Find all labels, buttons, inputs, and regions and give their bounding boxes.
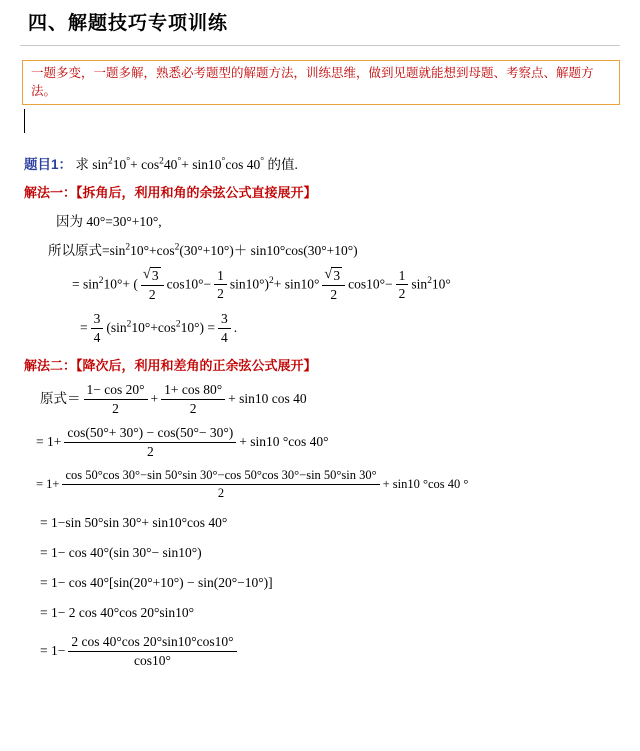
method-two-line-2 — [36, 426, 640, 460]
m2l1-f2-num: 1+ cos 80° — [161, 382, 225, 400]
method-two-line-7: = 1− 2 cos 40°cos 20°sin10° — [40, 605, 195, 621]
m2l8-frac — [68, 634, 236, 668]
m1l4-pow2: 2 — [175, 319, 181, 330]
problem-prompt: 求 — [75, 157, 89, 173]
m1l3-half-den-2: 2 — [398, 286, 406, 302]
plus-1: + — [130, 157, 138, 173]
m1l2-pow1: 2 — [125, 242, 131, 253]
page-title: 四、解题技巧专项训练 — [28, 13, 229, 34]
m1l3-d: sin10°) — [229, 276, 270, 292]
text-cursor-line — [24, 109, 640, 135]
m2l1-f1-num: 1− cos 20° — [84, 382, 148, 400]
m1l3-half-den: 2 — [217, 286, 224, 302]
m2l1-f1-den: 2 — [112, 400, 119, 416]
term-sin: sin — [92, 157, 109, 173]
degree-symbol-1: ° — [126, 155, 131, 167]
m1l3-frac-sqrt3-2b — [322, 267, 345, 302]
m2l1-f2-den: 2 — [189, 400, 197, 416]
m1l4-b: (sin — [106, 320, 127, 336]
problem-statement — [24, 153, 640, 173]
m2l1-plus: + — [150, 391, 159, 407]
m1l2-a: 10°+cos — [130, 243, 175, 259]
m1l4-num: 3 — [91, 311, 104, 329]
degree-symbol-2: ° — [177, 155, 182, 167]
m1l3-b: 10°+ ( — [103, 276, 138, 292]
m2l1-frac-2 — [161, 382, 225, 416]
method-two-line-6: = 1− cos 40°[sin(20°+10°) − sin(20°−10°)] — [40, 575, 273, 591]
m1l3-frac-den-b: 2 — [330, 286, 338, 302]
m1l4-frac-3-4-b — [218, 311, 231, 345]
term-sin-arg: 10 — [112, 157, 127, 173]
m1l4-end: . — [233, 320, 238, 336]
m2l8-prefix: = 1− — [40, 643, 66, 659]
m1l4-num-2: 3 — [218, 311, 231, 329]
m1l3-c: cos10°− — [166, 276, 212, 292]
m1l4-pow: 2 — [126, 319, 132, 330]
m1l3-f: cos10°− — [348, 276, 393, 292]
term-cos-power: 2 — [159, 156, 164, 167]
method-one-line-2 — [48, 239, 640, 259]
m1l3-frac-half — [214, 268, 227, 302]
method-two-line-3 — [36, 469, 640, 501]
sqrt-icon-2 — [325, 267, 342, 284]
term-cos-arg: 40 — [163, 157, 178, 173]
problem-number: 1： — [51, 157, 73, 173]
m1l3-sqrt-arg: 3 — [151, 268, 159, 284]
method-one-label: 解法一 — [24, 185, 64, 201]
m2l3-den: 2 — [217, 485, 225, 500]
method-two-label: 解法二 — [24, 358, 64, 374]
m1l3-e: + sin10° — [273, 276, 320, 292]
m2l3-num: cos 50°cos 30°−sin 50°sin 30°−cos 50°cos 30°−sin 50°sin 30° — [62, 468, 379, 484]
m1l3-a: = sin — [72, 276, 99, 292]
m2l3-frac — [62, 468, 379, 500]
m1l3-pow2: 2 — [427, 276, 432, 287]
degree-symbol-4: ° — [260, 155, 265, 167]
term-sin10: sin10 — [192, 157, 222, 173]
degree-symbol-3: ° — [221, 155, 226, 167]
method-one-line-1: 因为 40°=30°+10°, — [56, 214, 162, 230]
method-one-title: ：【拆角后，利用和角的余弦公式直接展开】 — [63, 185, 317, 201]
m1l4-frac-3-4 — [91, 311, 104, 345]
m1l3-pow: 2 — [98, 276, 104, 287]
m2l3-tail: + sin10 °cos 40 ° — [382, 477, 469, 492]
term-cos40: cos 40 — [225, 157, 261, 173]
m1l3-sqrt-arg-b: 3 — [333, 268, 341, 284]
m1l3-frac-half-2 — [396, 268, 409, 302]
m2l2-frac — [64, 425, 236, 459]
m1l3-frac-sqrt3-2 — [141, 267, 164, 302]
problem-expression — [92, 157, 267, 172]
m1l4-den-2: 4 — [220, 329, 228, 345]
m1l3-frac-den: 2 — [148, 286, 156, 302]
m1l4-a: = — [80, 320, 88, 336]
m1l4-d2: 10°) = — [180, 320, 215, 336]
document-page — [0, 8, 640, 751]
m1l2-b: (30°+10°)＋ sin10°cos(30°+10°) — [179, 243, 358, 259]
term-sin-power: 2 — [108, 156, 113, 167]
m1l3-frac-num-b — [322, 267, 345, 286]
text-caret — [24, 109, 25, 133]
m2l2-den: 2 — [146, 443, 154, 459]
method-one-line-4 — [80, 312, 640, 346]
m2l1-tail: + sin10 cos 40 — [228, 391, 307, 407]
method-two-line-8 — [40, 635, 640, 669]
method-two-line-5: = 1− cos 40°(sin 30°− sin10°) — [40, 545, 202, 561]
m2l8-num: 2 cos 40°cos 20°sin10°cos10° — [68, 634, 236, 652]
method-one-line-3 — [72, 268, 640, 303]
m1l2-prefix: 所以原式=sin — [48, 243, 126, 259]
sqrt-icon-1 — [144, 267, 161, 284]
m1l3-half-num: 1 — [214, 268, 227, 286]
m2l1-frac-1 — [84, 382, 148, 416]
term-cos: cos — [141, 157, 160, 173]
problem-label: 题目 — [24, 157, 51, 173]
m1l3-frac-num — [141, 267, 164, 286]
m2l1-prefix: 原式＝ — [40, 391, 81, 407]
plus-2: + — [181, 157, 189, 173]
m1l3-half-num-2: 1 — [396, 268, 409, 286]
m2l2-prefix: = 1+ — [36, 434, 62, 450]
m1l3-g: sin — [411, 276, 428, 292]
method-two-title: ：【降次后，利用和差角的正余弦公式展开】 — [63, 358, 317, 374]
method-two-line-1 — [40, 383, 640, 417]
title-divider — [20, 45, 620, 46]
method-one-heading — [24, 182, 640, 201]
m1l4-den: 4 — [93, 329, 101, 345]
m1l4-c: 10°+cos — [131, 320, 176, 336]
problem-tail: 的值. — [267, 157, 298, 173]
intro-callout: 一题多变，一题多解，熟悉必考题型的解题方法，训练思维，做到见题就能想到母题、考察点、解题方法。 — [22, 60, 620, 105]
method-two-heading — [24, 355, 640, 374]
m2l8-den: cos10° — [134, 652, 171, 668]
m1l3-sq: 2 — [269, 276, 274, 287]
m2l3-prefix: = 1+ — [36, 477, 60, 492]
m2l2-num: cos(50°+ 30°) − cos(50°− 30°) — [64, 425, 236, 443]
m2l2-tail: + sin10 °cos 40° — [239, 434, 329, 450]
m1l2-pow2: 2 — [174, 242, 180, 253]
method-two-line-4: = 1−sin 50°sin 30°+ sin10°cos 40° — [40, 515, 228, 531]
m1l3-h: 10° — [431, 276, 451, 292]
